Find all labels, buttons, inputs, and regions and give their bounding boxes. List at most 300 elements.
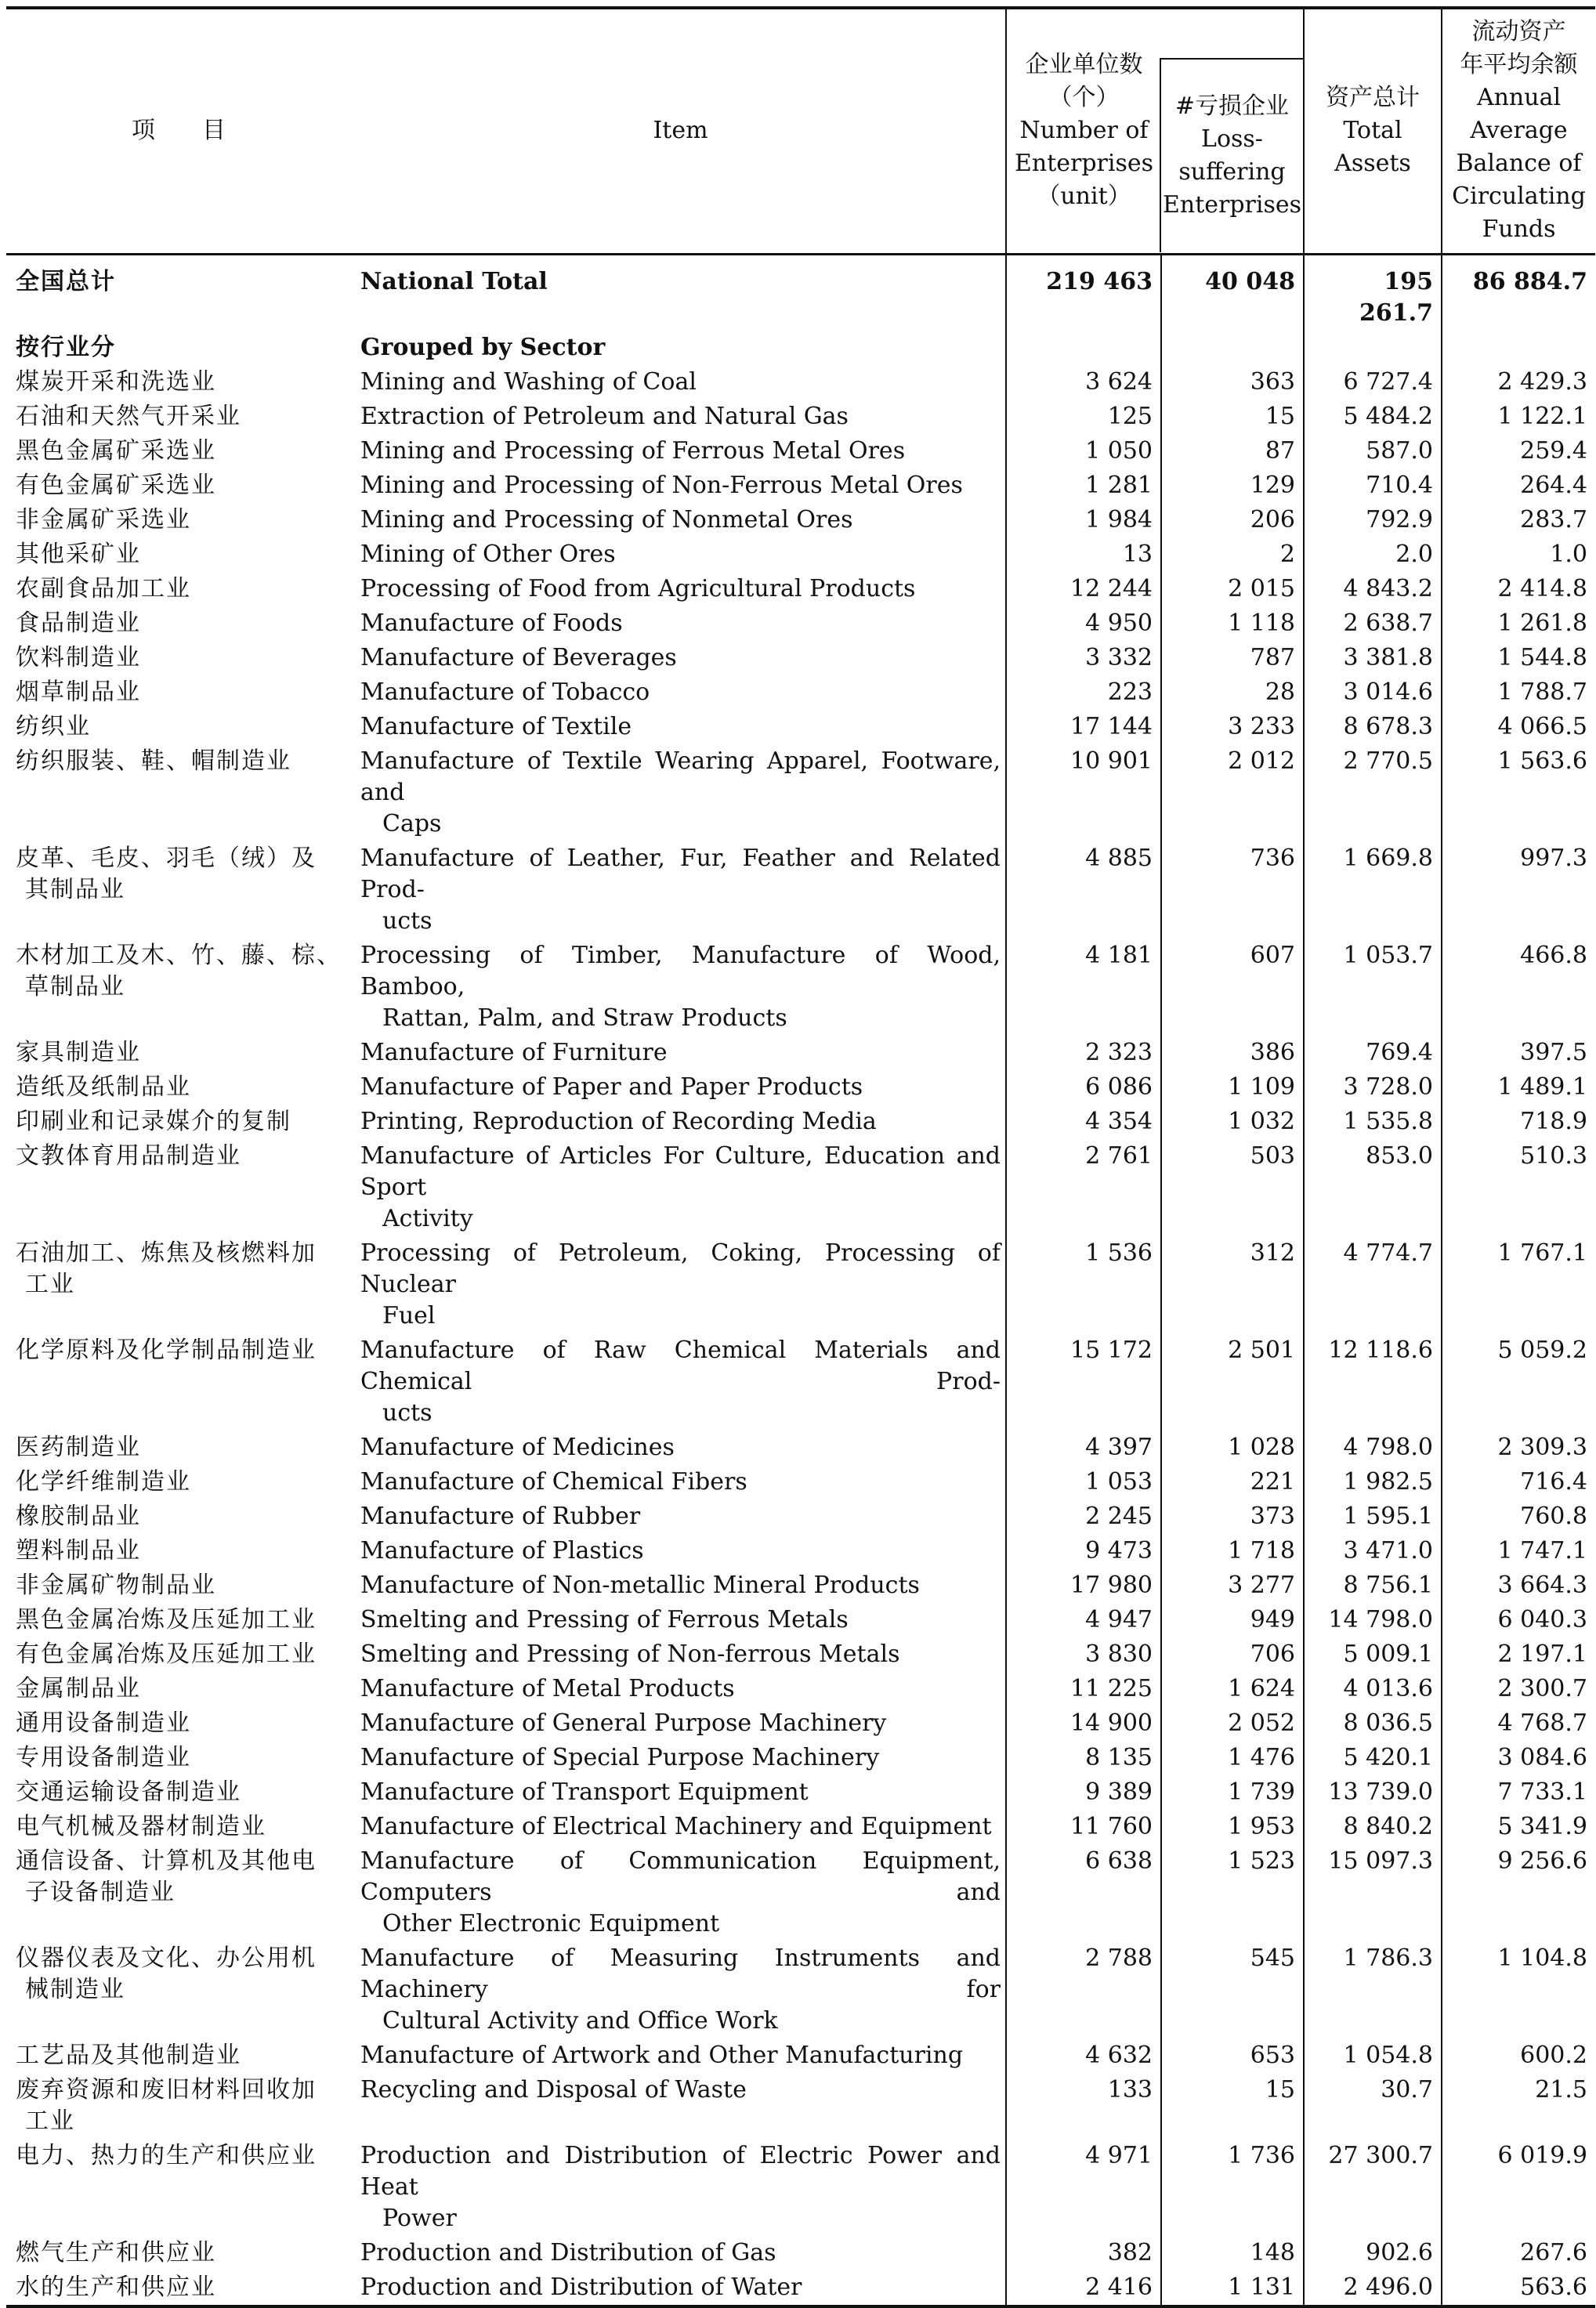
row-item-en-text: Manufacture of Articles For Culture, Education and Sport [360,1141,1001,1201]
row-item-zh [6,1139,356,1236]
row-item-en-text: Processing of Timber, Manufacture of Wood, Bamboo, [360,941,1001,1000]
row-item-en-text: National Total [360,267,548,295]
row-circulating-funds: 760.8 [1442,1499,1595,1534]
row-number-of-enterprises: 1 281 [1006,468,1161,503]
row-item-zh [6,641,356,675]
row-item-zh-text: 纺织业 [16,712,91,740]
row-item-zh [6,939,356,1036]
row-item-en-text: Recycling and Disposal of Waste [360,2075,747,2104]
row-item-en-text: Mining and Washing of Coal [360,367,697,396]
row-circulating-funds: 2 429.3 [1442,365,1595,400]
row-item-en [356,1741,1006,1775]
row-item-zh [6,1070,356,1105]
row-item-en [356,2270,1006,2306]
row-item-zh [6,1534,356,1568]
table-body [6,254,1595,2306]
header-line: 年平均余额 [1460,51,1578,79]
row-total-assets: 2 770.5 [1304,744,1442,841]
row-total-assets: 1 595.1 [1304,1499,1442,1534]
row-circulating-funds: 1 788.7 [1442,675,1595,710]
row-item-zh-text: 家具制造业 [16,1038,141,1066]
table-row [6,1810,1595,1844]
row-item-en [356,1810,1006,1844]
row-total-assets: 1 535.8 [1304,1105,1442,1139]
row-number-of-enterprises: 3 830 [1006,1637,1161,1672]
row-item-zh-text-cont: 工业 [25,2107,75,2135]
header-line: （unit） [1037,183,1131,211]
row-total-assets: 15 097.3 [1304,1844,1442,1941]
table-row [6,254,1595,331]
row-number-of-enterprises: 2 761 [1006,1139,1161,1236]
row-number-of-enterprises: 382 [1006,2236,1161,2270]
row-item-zh-text: 纺织服装、鞋、帽制造业 [16,747,291,775]
row-loss-suffering: 545 [1161,1941,1304,2038]
row-item-zh [6,1431,356,1465]
row-item-zh-text: 按行业分 [16,333,116,361]
table-row [6,1333,1595,1431]
row-item-en [356,400,1006,434]
row-item-zh [6,254,356,331]
row-item-zh [6,2038,356,2073]
row-item-en-text-cont: Rattan, Palm, and Straw Products [382,1004,787,1032]
row-total-assets: 2 496.0 [1304,2270,1442,2306]
header-line: 企业单位数 [1025,51,1143,79]
row-item-zh [6,1941,356,2038]
row-item-zh-text: 饮料制造业 [16,643,141,671]
row-item-en [356,675,1006,710]
header-line: Number of [1019,117,1149,145]
table-row [6,1844,1595,1941]
row-number-of-enterprises: 1 984 [1006,503,1161,537]
row-item-en [356,1844,1006,1941]
row-circulating-funds: 6 019.9 [1442,2139,1595,2236]
row-item-en-text: Printing, Reproduction of Recording Media [360,1107,877,1135]
row-item-zh-text: 皮革、毛皮、羽毛（绒）及 [16,844,317,872]
row-item-en [356,331,1006,365]
row-total-assets: 769.4 [1304,1036,1442,1070]
row-item-en [356,1603,1006,1637]
row-item-zh [6,1499,356,1534]
row-circulating-funds: 5 059.2 [1442,1333,1595,1431]
row-number-of-enterprises: 9 473 [1006,1534,1161,1568]
row-circulating-funds: 397.5 [1442,1036,1595,1070]
table-row [6,744,1595,841]
table-row [6,1070,1595,1105]
row-item-zh [6,1603,356,1637]
header-number-of-enterprises [1006,8,1161,254]
header-line: Total [1343,117,1402,145]
row-loss-suffering: 1 953 [1161,1810,1304,1844]
table-row [6,1741,1595,1775]
row-item-en-text: Mining of Other Ores [360,540,616,568]
row-item-zh-text: 造纸及纸制品业 [16,1073,191,1101]
row-circulating-funds: 1 122.1 [1442,400,1595,434]
row-number-of-enterprises: 219 463 [1006,254,1161,331]
row-item-zh-text: 电气机械及器材制造业 [16,1812,266,1840]
row-item-zh-text: 印刷业和记录媒介的复制 [16,1107,291,1135]
row-item-zh [6,2236,356,2270]
row-loss-suffering: 1 523 [1161,1844,1304,1941]
table-row [6,1499,1595,1534]
row-loss-suffering: 1 736 [1161,2139,1304,2236]
table-row [6,1036,1595,1070]
row-item-zh-text: 仪器仪表及文化、办公用机 [16,1944,317,1972]
table-row [6,2139,1595,2236]
row-circulating-funds: 1 544.8 [1442,641,1595,675]
row-item-zh-text: 专用设备制造业 [16,1743,191,1771]
row-total-assets: 4 013.6 [1304,1672,1442,1706]
row-number-of-enterprises: 17 144 [1006,710,1161,744]
row-item-zh-text: 电力、热力的生产和供应业 [16,2141,317,2169]
row-number-of-enterprises: 4 947 [1006,1603,1161,1637]
row-circulating-funds: 716.4 [1442,1465,1595,1499]
row-item-en-text-cont: Other Electronic Equipment [382,1909,720,1937]
row-circulating-funds: 267.6 [1442,2236,1595,2270]
row-item-zh-text: 石油加工、炼焦及核燃料加 [16,1239,317,1267]
row-total-assets: 792.9 [1304,503,1442,537]
row-total-assets: 30.7 [1304,2073,1442,2139]
row-item-zh [6,434,356,468]
row-circulating-funds: 86 884.7 [1442,254,1595,331]
row-item-zh [6,400,356,434]
row-item-zh [6,1036,356,1070]
row-item-zh [6,1844,356,1941]
row-item-zh-text: 全国总计 [16,267,116,295]
row-circulating-funds: 510.3 [1442,1139,1595,1236]
header-line: Funds [1482,215,1556,244]
row-item-zh [6,675,356,710]
row-item-zh [6,1706,356,1741]
row-circulating-funds: 2 309.3 [1442,1431,1595,1465]
row-circulating-funds: 9 256.6 [1442,1844,1595,1941]
row-total-assets: 1 786.3 [1304,1941,1442,2038]
row-item-en-text: Manufacture of Furniture [360,1038,668,1066]
row-loss-suffering: 2 052 [1161,1706,1304,1741]
row-number-of-enterprises: 11 225 [1006,1672,1161,1706]
row-number-of-enterprises: 4 354 [1006,1105,1161,1139]
row-item-en-text: Manufacture of Measuring Instruments and Machinery for [360,1944,1001,2003]
row-total-assets: 5 009.1 [1304,1637,1442,1672]
row-item-en [356,1105,1006,1139]
row-item-en [356,1499,1006,1534]
row-loss-suffering: 736 [1161,841,1304,939]
row-loss-suffering: 206 [1161,503,1304,537]
row-circulating-funds: 1 563.6 [1442,744,1595,841]
row-item-en-text: Smelting and Pressing of Ferrous Metals [360,1605,849,1633]
row-item-en [356,1637,1006,1672]
row-total-assets: 13 739.0 [1304,1775,1442,1810]
row-total-assets: 6 727.4 [1304,365,1442,400]
header-line: 流动资产 [1471,18,1566,46]
row-item-zh-text-cont: 其制品业 [25,875,125,903]
row-circulating-funds: 997.3 [1442,841,1595,939]
row-loss-suffering: 1 624 [1161,1672,1304,1706]
row-item-en [356,606,1006,641]
row-loss-suffering: 949 [1161,1603,1304,1637]
row-item-en-text-cont: ucts [382,906,432,935]
row-loss-suffering: 787 [1161,641,1304,675]
row-loss-suffering: 373 [1161,1499,1304,1534]
table-row [6,675,1595,710]
row-item-en [356,1431,1006,1465]
row-circulating-funds: 2 300.7 [1442,1672,1595,1706]
row-number-of-enterprises: 1 536 [1006,1236,1161,1333]
row-item-en-text: Manufacture of Raw Chemical Materials and Chemical Prod- [360,1336,1001,1395]
row-item-zh-text: 医药制造业 [16,1433,141,1461]
row-item-zh [6,572,356,606]
row-item-en [356,434,1006,468]
row-number-of-enterprises: 8 135 [1006,1741,1161,1775]
row-total-assets: 195 261.7 [1304,254,1442,331]
row-item-en-text: Manufacture of Metal Products [360,1674,735,1702]
row-item-zh-text: 烟草制品业 [16,678,141,706]
table-row [6,1431,1595,1465]
row-item-zh [6,606,356,641]
table-row [6,1672,1595,1706]
row-circulating-funds: 283.7 [1442,503,1595,537]
row-number-of-enterprises: 3 332 [1006,641,1161,675]
row-loss-suffering: 3 277 [1161,1568,1304,1603]
row-circulating-funds: 1 104.8 [1442,1941,1595,2038]
header-line: Enterprises [1162,191,1302,219]
header-circulating-funds [1442,8,1595,254]
row-number-of-enterprises: 11 760 [1006,1810,1161,1844]
row-total-assets: 2 638.7 [1304,606,1442,641]
row-loss-suffering: 1 131 [1161,2270,1304,2306]
row-item-zh [6,1810,356,1844]
row-loss-suffering: 40 048 [1161,254,1304,331]
row-item-en-text: Mining and Processing of Ferrous Metal Ores [360,436,906,465]
row-item-en-text: Processing of Petroleum, Coking, Processing of Nuclear [360,1239,1001,1298]
row-item-zh [6,1105,356,1139]
row-item-en [356,365,1006,400]
table-row [6,939,1595,1036]
row-item-en-text-cont: Power [382,2204,457,2232]
row-item-en-text: Manufacture of Transport Equipment [360,1778,809,1806]
table-row [6,434,1595,468]
row-circulating-funds: 1 261.8 [1442,606,1595,641]
row-loss-suffering: 1 718 [1161,1534,1304,1568]
header-line: #亏损企业 [1174,92,1290,120]
row-item-en-text: Manufacture of Leather, Fur, Feather and Related Prod- [360,844,1001,903]
table-row [6,1465,1595,1499]
row-circulating-funds: 6 040.3 [1442,1603,1595,1637]
row-total-assets: 3 728.0 [1304,1070,1442,1105]
row-loss-suffering: 1 032 [1161,1105,1304,1139]
row-item-en-text: Grouped by Sector [360,333,606,361]
header-line: suffering [1178,158,1286,186]
row-circulating-funds: 2 414.8 [1442,572,1595,606]
row-number-of-enterprises: 6 086 [1006,1070,1161,1105]
row-total-assets: 5 420.1 [1304,1741,1442,1775]
row-item-en [356,1236,1006,1333]
row-item-en [356,572,1006,606]
row-item-zh-text: 金属制品业 [16,1674,141,1702]
row-item-en [356,1672,1006,1706]
table-row [6,1637,1595,1672]
row-circulating-funds: 7 733.1 [1442,1775,1595,1810]
row-item-zh-text: 文教体育用品制造业 [16,1141,241,1170]
row-total-assets: 1 054.8 [1304,2038,1442,2073]
row-item-zh [6,1672,356,1706]
row-loss-suffering: 129 [1161,468,1304,503]
row-item-zh [6,841,356,939]
row-loss-suffering: 2 501 [1161,1333,1304,1431]
row-item-en-text: Manufacture of Medicines [360,1433,675,1461]
header-line: Annual Average [1470,84,1568,145]
row-item-en [356,1036,1006,1070]
header-loss-suffering [1161,8,1304,254]
row-item-en [356,939,1006,1036]
row-total-assets: 12 118.6 [1304,1333,1442,1431]
row-total-assets: 2.0 [1304,537,1442,572]
table-row [6,641,1595,675]
row-item-zh [6,503,356,537]
row-total-assets: 8 036.5 [1304,1706,1442,1741]
row-item-en-text: Manufacture of Special Purpose Machinery [360,1743,880,1771]
table-row [6,1775,1595,1810]
row-item-en [356,2139,1006,2236]
table-row [6,572,1595,606]
row-total-assets: 8 756.1 [1304,1568,1442,1603]
row-item-zh-text: 非金属矿物制品业 [16,1571,216,1599]
row-number-of-enterprises: 10 901 [1006,744,1161,841]
row-item-en-text: Manufacture of Rubber [360,1502,641,1530]
row-item-zh-text-cont: 草制品业 [25,972,125,1000]
header-line: 资产总计 [1326,84,1420,112]
row-loss-suffering: 1 109 [1161,1070,1304,1105]
row-item-en-text: Manufacture of Non-metallic Mineral Products [360,1571,920,1599]
row-item-zh [6,1465,356,1499]
row-item-zh-text: 其他采矿业 [16,540,141,568]
row-number-of-enterprises: 12 244 [1006,572,1161,606]
table-row [6,1105,1595,1139]
row-total-assets: 5 484.2 [1304,400,1442,434]
row-number-of-enterprises: 4 632 [1006,2038,1161,2073]
row-loss-suffering: 1 739 [1161,1775,1304,1810]
row-loss-suffering: 2 015 [1161,572,1304,606]
table-row [6,1568,1595,1603]
row-item-en [356,1070,1006,1105]
row-item-zh-text: 化学原料及化学制品制造业 [16,1336,317,1364]
row-item-en-text: Manufacture of Tobacco [360,678,650,706]
row-item-zh-text: 化学纤维制造业 [16,1467,191,1496]
row-item-zh-text: 通用设备制造业 [16,1709,191,1737]
row-number-of-enterprises: 1 050 [1006,434,1161,468]
row-total-assets: 853.0 [1304,1139,1442,1236]
row-number-of-enterprises: 2 416 [1006,2270,1161,2306]
row-item-en-text-cont: Cultural Activity and Office Work [382,2006,778,2035]
row-item-zh [6,744,356,841]
row-total-assets: 1 982.5 [1304,1465,1442,1499]
row-item-en-text: Manufacture of Artwork and Other Manufacturing [360,2041,964,2069]
row-item-zh-text-cont: 械制造业 [25,1975,125,2003]
table-row [6,468,1595,503]
row-item-en-text: Manufacture of Plastics [360,1536,644,1565]
row-number-of-enterprises: 2 245 [1006,1499,1161,1534]
row-loss-suffering: 1 028 [1161,1431,1304,1465]
row-item-en-text: Mining and Processing of Non-Ferrous Metal Ores [360,471,963,499]
row-number-of-enterprises: 4 971 [1006,2139,1161,2236]
row-item-zh [6,710,356,744]
row-loss-suffering [1161,331,1304,365]
row-item-zh-text: 水的生产和供应业 [16,2273,216,2301]
row-item-zh-text: 通信设备、计算机及其他电 [16,1847,317,1875]
row-item-en [356,1568,1006,1603]
table-row [6,503,1595,537]
row-item-en [356,2073,1006,2139]
row-item-en [356,537,1006,572]
row-item-zh [6,2270,356,2306]
row-item-en [356,1465,1006,1499]
row-number-of-enterprises: 3 624 [1006,365,1161,400]
row-circulating-funds: 1 747.1 [1442,1534,1595,1568]
row-circulating-funds: 1 489.1 [1442,1070,1595,1105]
row-item-zh [6,1741,356,1775]
row-circulating-funds: 5 341.9 [1442,1810,1595,1844]
row-item-zh-text: 交通运输设备制造业 [16,1778,241,1806]
row-number-of-enterprises: 4 950 [1006,606,1161,641]
row-item-zh [6,1775,356,1810]
row-circulating-funds: 563.6 [1442,2270,1595,2306]
row-loss-suffering: 15 [1161,2073,1304,2139]
row-circulating-funds: 718.9 [1442,1105,1595,1139]
table-row [6,841,1595,939]
row-item-en-text-cont: ucts [382,1398,432,1427]
row-item-zh-text: 石油和天然气开采业 [16,402,241,430]
row-item-zh [6,1333,356,1431]
row-circulating-funds: 259.4 [1442,434,1595,468]
row-circulating-funds: 3 664.3 [1442,1568,1595,1603]
row-circulating-funds: 21.5 [1442,2073,1595,2139]
row-item-zh-text: 黑色金属冶炼及压延加工业 [16,1605,317,1633]
row-item-en-text-cont: Activity [382,1204,473,1232]
row-number-of-enterprises: 14 900 [1006,1706,1161,1741]
row-item-zh [6,1568,356,1603]
row-loss-suffering: 1 476 [1161,1741,1304,1775]
row-item-zh-text-cont: 工业 [25,1270,75,1298]
row-item-zh-text: 燃气生产和供应业 [16,2238,216,2266]
row-item-en-text-cont: Fuel [382,1301,436,1329]
table-row [6,2236,1595,2270]
row-item-en-text: Manufacture of Communication Equipment, Computers and [360,1847,1001,1906]
row-item-en-text: Manufacture of Electrical Machinery and Equipment [360,1812,992,1840]
row-item-zh-text: 废弃资源和废旧材料回收加 [16,2075,317,2104]
row-loss-suffering: 15 [1161,400,1304,434]
table-row [6,400,1595,434]
row-item-en-text: Smelting and Pressing of Non-ferrous Metals [360,1640,900,1668]
row-item-en-text: Production and Distribution of Gas [360,2238,776,2266]
row-item-en-text: Manufacture of Textile [360,712,632,740]
row-item-en [356,1139,1006,1236]
row-item-zh [6,365,356,400]
row-circulating-funds: 1.0 [1442,537,1595,572]
row-total-assets: 14 798.0 [1304,1603,1442,1637]
header-row [6,8,1595,254]
table-row [6,365,1595,400]
table-row [6,1603,1595,1637]
row-circulating-funds: 3 084.6 [1442,1741,1595,1775]
row-loss-suffering: 2 [1161,537,1304,572]
row-item-en-text-cont: Caps [382,809,442,837]
row-item-zh-text: 黑色金属矿采选业 [16,436,216,465]
row-item-zh-text: 食品制造业 [16,609,141,637]
row-loss-suffering: 653 [1161,2038,1304,2073]
row-item-zh [6,331,356,365]
row-item-en [356,2236,1006,2270]
table-row [6,331,1595,365]
row-item-zh-text: 有色金属冶炼及压延加工业 [16,1640,317,1668]
